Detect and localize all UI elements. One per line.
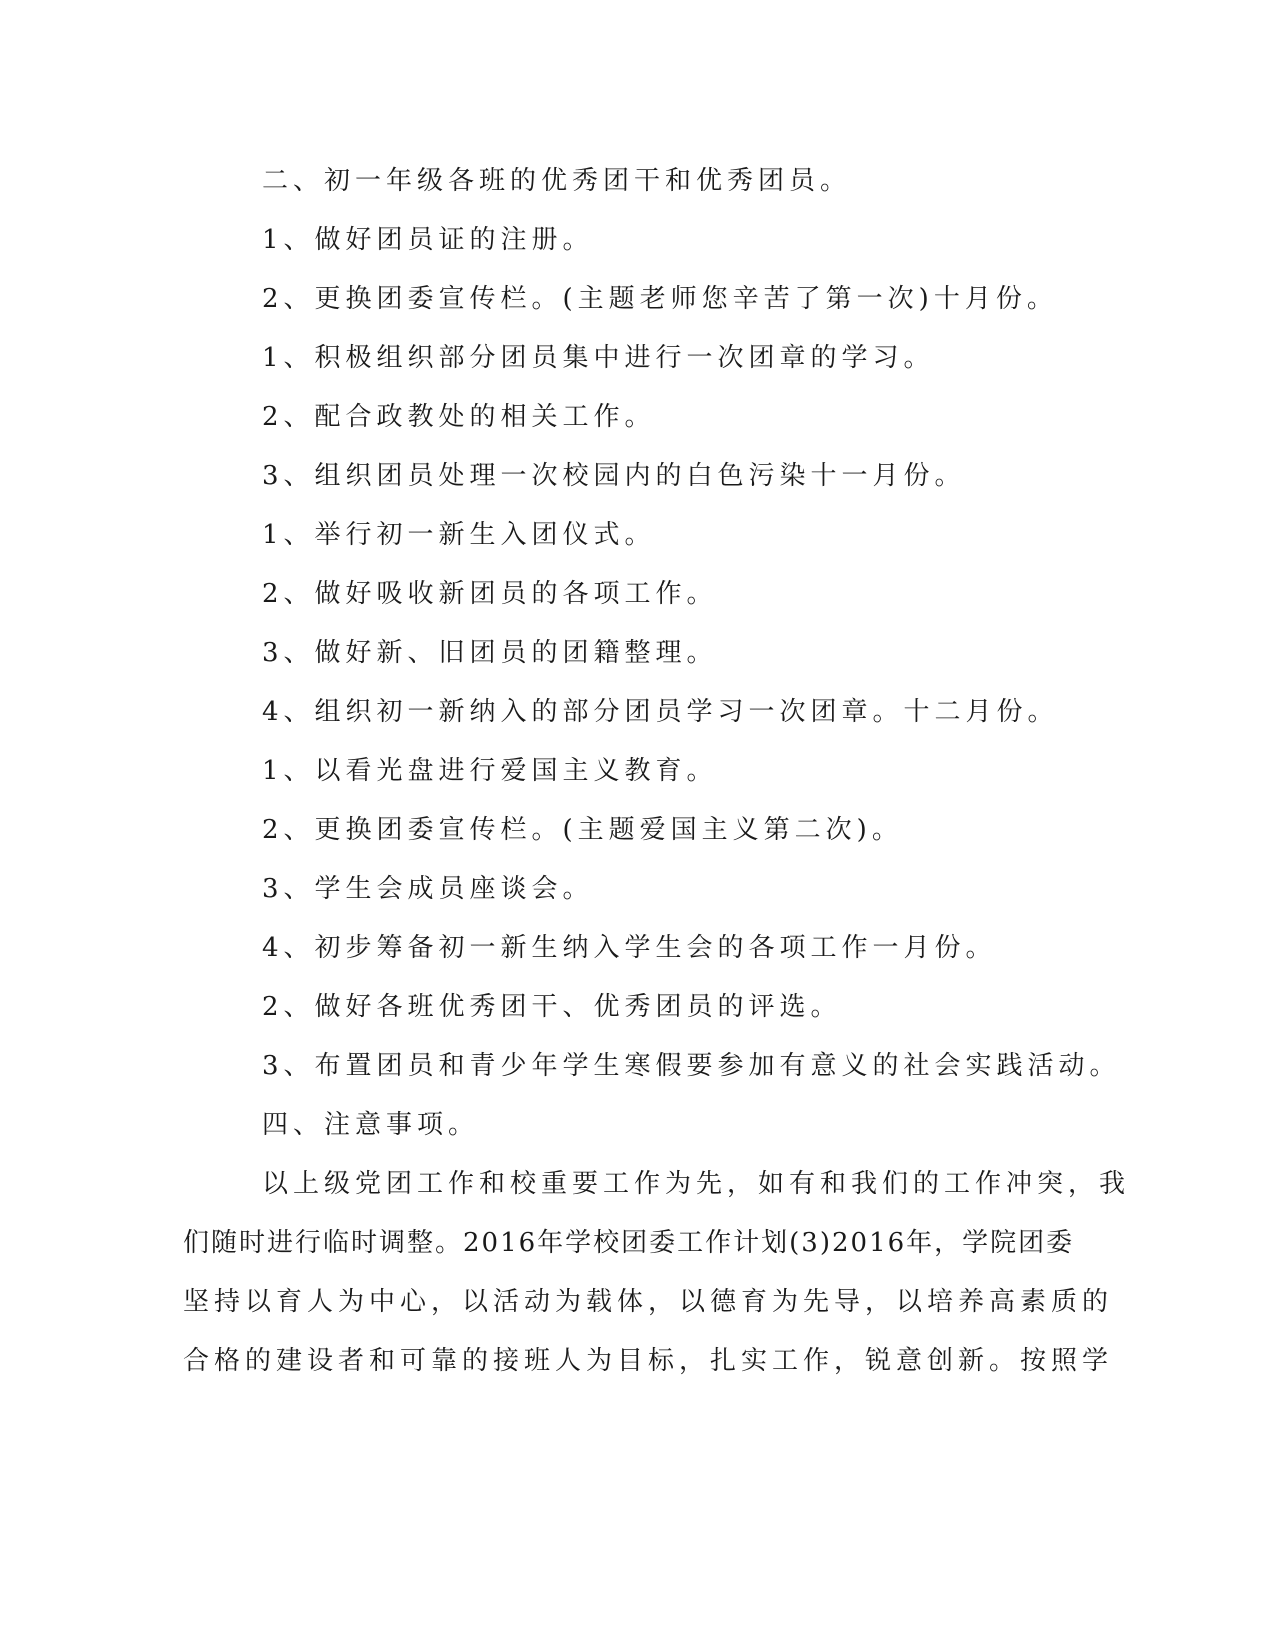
text-line-5: 2、配合政教处的相关工作。 xyxy=(262,402,656,432)
text-line-9: 3、做好新、旧团员的团籍整理。 xyxy=(262,638,718,668)
text-line-7: 1、举行初一新生入团仪式。 xyxy=(262,520,656,550)
text-line-4: 1、积极组织部分团员集中进行一次团章的学习。 xyxy=(262,343,935,373)
paragraph-line-1: 以上级党团工作和校重要工作为先，如有和我们的工作冲突，我 xyxy=(262,1169,1131,1199)
text-line-15: 2、做好各班优秀团干、优秀团员的评选。 xyxy=(262,992,842,1022)
paragraph-line-3: 坚持以育人为中心，以活动为载体，以德育为先导，以培养高素质的 xyxy=(183,1287,1114,1317)
text-line-16: 3、布置团员和青少年学生寒假要参加有意义的社会实践活动。 xyxy=(262,1051,1121,1081)
text-line-3: 2、更换团委宣传栏。(主题老师您辛苦了第一次)十月份。 xyxy=(262,284,1058,314)
text-line-12: 2、更换团委宣传栏。(主题爱国主义第二次)。 xyxy=(262,815,903,845)
text-line-13: 3、学生会成员座谈会。 xyxy=(262,874,594,904)
text-line-2: 1、做好团员证的注册。 xyxy=(262,225,594,255)
text-line-14: 4、初步筹备初一新生纳入学生会的各项工作一月份。 xyxy=(262,933,997,963)
text-line-10: 4、组织初一新纳入的部分团员学习一次团章。十二月份。 xyxy=(262,697,1059,727)
text-line-1: 二、初一年级各班的优秀团干和优秀团员。 xyxy=(262,166,852,196)
paragraph-line-2: 们随时进行临时调整。2016年学校团委工作计划(3)2016年，学院团委 xyxy=(183,1228,1075,1258)
paragraph-line-4: 合格的建设者和可靠的接班人为目标，扎实工作，锐意创新。按照学 xyxy=(183,1346,1114,1376)
text-line-6: 3、组织团员处理一次校园内的白色污染十一月份。 xyxy=(262,461,966,491)
text-line-17: 四、注意事项。 xyxy=(262,1110,480,1140)
text-line-11: 1、以看光盘进行爱国主义教育。 xyxy=(262,756,718,786)
text-line-8: 2、做好吸收新团员的各项工作。 xyxy=(262,579,718,609)
